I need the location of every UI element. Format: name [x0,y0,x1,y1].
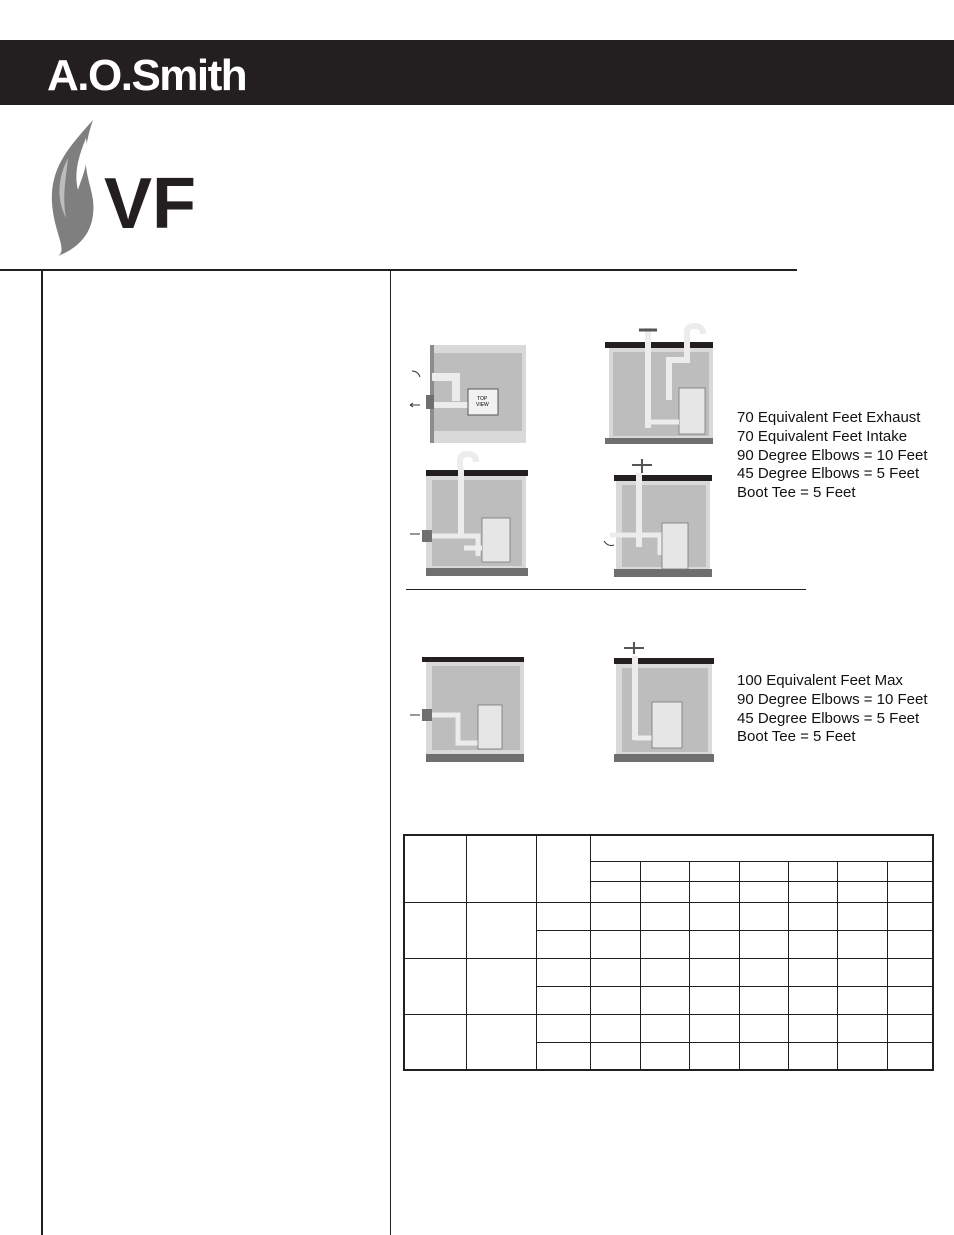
two-pipe-roof-diagram [605,320,715,448]
table-row [404,902,933,930]
brand-logo-text: A.O.Smith [47,51,247,100]
single-pipe-sidewall-diagram [408,655,528,765]
spec-line: 90 Degree Elbows = 10 Feet [737,446,928,464]
table-row [404,1014,933,1042]
svg-text:VIEW: VIEW [476,402,489,408]
middle-column-rule [390,271,391,1235]
two-pipe-specs [737,409,928,503]
spec-line: Boot Tee = 5 Feet [737,484,856,502]
table-row [404,835,933,861]
two-pipe-sidewall-diagram [408,448,530,578]
two-pipe-concentric-diagram [600,455,714,581]
section-rule [0,269,797,271]
flame-icon [52,120,94,256]
table-row [404,958,933,986]
table-cell [404,835,466,902]
spec-line: 70 Equivalent Feet Exhaust [737,409,921,426]
two-pipe-top-view-diagram [408,343,528,445]
spec-line: 45 Degree Elbows = 5 Feet [737,709,920,727]
single-pipe-specs [737,672,928,747]
top-view-label: TOP [477,396,488,402]
spec-line: 90 Degree Elbows = 10 Feet [737,690,928,708]
spec-line: 100 Equivalent Feet Max [737,672,903,689]
table-header-cell [590,835,933,861]
vf-logo [38,118,258,258]
spec-line: Boot Tee = 5 Feet [737,728,856,746]
performance-table [403,834,934,1071]
table-cell [536,835,590,902]
diagram-divider [406,589,806,590]
single-pipe-roof-diagram [606,640,716,764]
spec-line: 45 Degree Elbows = 5 Feet [737,465,920,483]
left-column-rule [41,271,43,1235]
vf-logo-text: VF [104,164,197,244]
table-cell [466,835,536,902]
spec-line: 70 Equivalent Feet Intake [737,427,908,445]
